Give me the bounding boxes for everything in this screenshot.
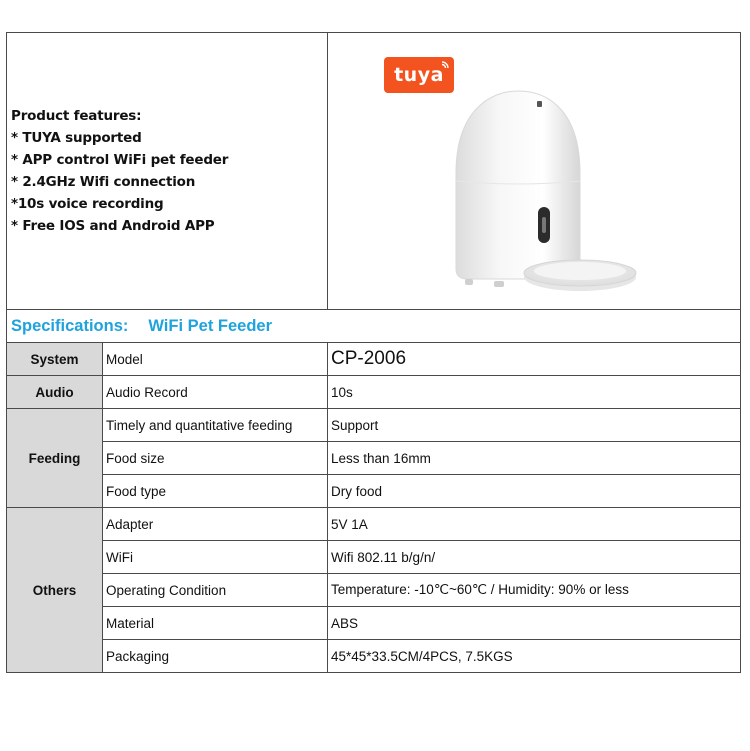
table-row [7, 508, 741, 541]
feature-item: * 2.4GHz Wifi connection [11, 174, 196, 190]
spec-item: Adapter [103, 508, 328, 541]
product-image-cell [328, 33, 741, 310]
category-audio: Audio [7, 376, 103, 409]
features-title: Product features: [11, 108, 142, 124]
spec-title-product: WiFi Pet Feeder [148, 316, 273, 335]
feature-item: * TUYA supported [11, 130, 142, 146]
table-row [7, 640, 741, 673]
category-feeding: Feeding [7, 409, 103, 508]
spec-value: Less than 16mm [328, 442, 741, 475]
spec-value: 10s [328, 376, 741, 409]
feature-item: * APP control WiFi pet feeder [11, 152, 229, 168]
table-row [7, 541, 741, 574]
pet-feeder-image [328, 33, 741, 309]
spec-value: Wifi 802.11 b/g/n/ [328, 541, 741, 574]
table-row [7, 475, 741, 508]
feature-item: *10s voice recording [11, 196, 164, 212]
table-row [7, 607, 741, 640]
spec-item: Timely and quantitative feeding [103, 409, 328, 442]
spec-value: 5V 1A [328, 508, 741, 541]
overview-row [7, 33, 741, 310]
spec-value: CP-2006 [328, 343, 741, 376]
table-row [7, 343, 741, 376]
spec-title-label: Specifications: [11, 316, 129, 335]
spec-item: Audio Record [103, 376, 328, 409]
spec-sheet [6, 32, 740, 673]
spec-item: Model [103, 343, 328, 376]
spec-item: Food type [103, 475, 328, 508]
spec-item: WiFi [103, 541, 328, 574]
table-row [7, 376, 741, 409]
spec-value: Temperature: -10℃~60℃ / Humidity: 90% or less [328, 574, 741, 607]
spec-item: Food size [103, 442, 328, 475]
spec-item: Operating Condition [103, 574, 328, 607]
category-others: Others [7, 508, 103, 673]
table-row [7, 574, 741, 607]
category-system: System [7, 343, 103, 376]
spec-title [7, 310, 741, 343]
spec-value: Support [328, 409, 741, 442]
features-cell [7, 33, 328, 310]
spec-value: Dry food [328, 475, 741, 508]
spec-item: Material [103, 607, 328, 640]
spec-header-row [7, 310, 741, 343]
spec-value: 45*45*33.5CM/4PCS, 7.5KGS [328, 640, 741, 673]
table-row [7, 442, 741, 475]
spec-item: Packaging [103, 640, 328, 673]
table-row [7, 409, 741, 442]
feature-item: * Free IOS and Android APP [11, 218, 215, 234]
spec-table [6, 32, 741, 673]
tuya-logo-text: tuya [394, 64, 444, 86]
spec-value: ABS [328, 607, 741, 640]
